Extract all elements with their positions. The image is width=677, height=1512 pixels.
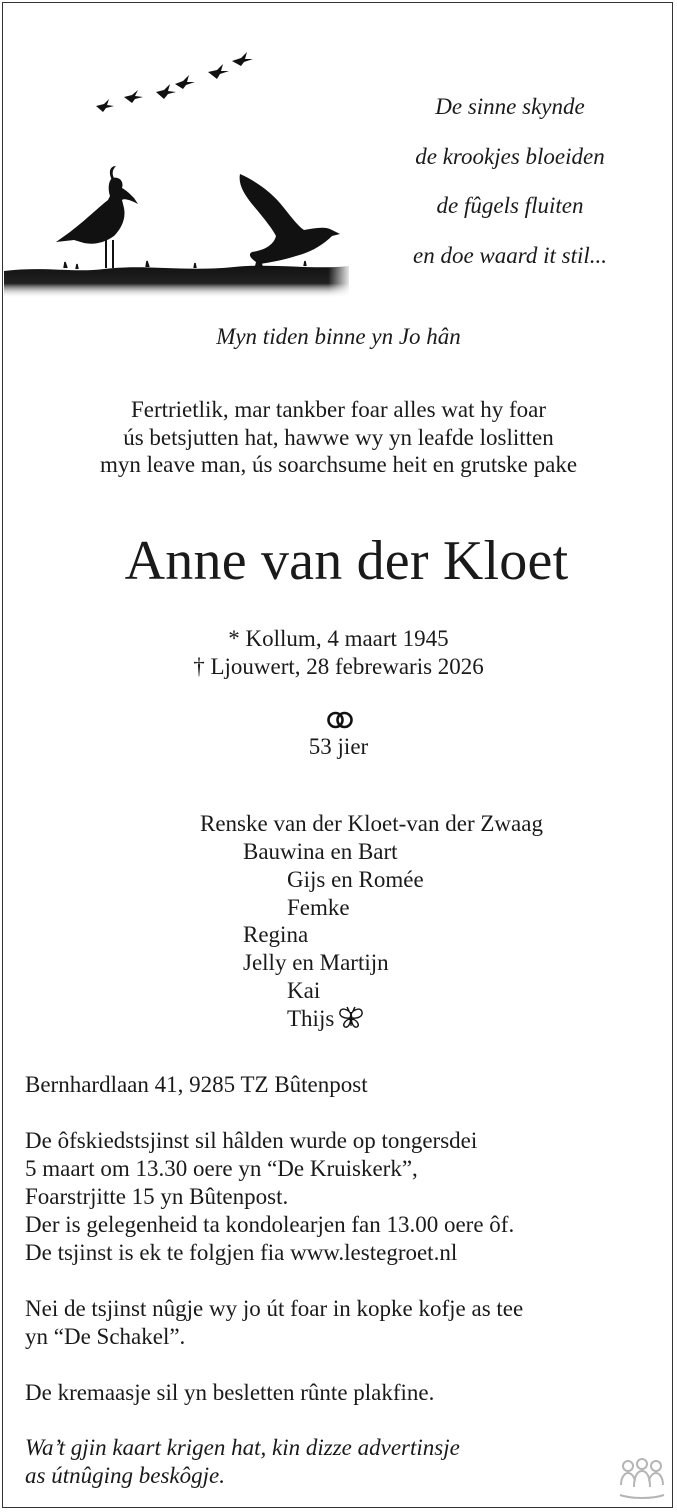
intro-line: ús betsjutten hat, hawwe wy yn leafde loslitten xyxy=(123,424,554,450)
death-date: † Ljouwert, 28 febrewaris 2026 xyxy=(193,654,484,679)
family-member: Kai xyxy=(287,978,321,1003)
lapwing-flying xyxy=(240,174,340,270)
marriage-years: 53 jier xyxy=(308,734,369,759)
service-line: De tsjinst is ek te folgjen fia www.lestegroet.nl xyxy=(25,1240,458,1265)
family-member: Renske van der Kloet-van der Zwaag xyxy=(200,811,543,836)
practical-info xyxy=(25,1071,665,1407)
poem-line: en doe waard it stil... xyxy=(412,242,607,268)
family-member: Thijs xyxy=(287,1006,335,1031)
poem xyxy=(360,82,660,280)
birds-silhouette-illustration xyxy=(4,40,349,300)
address: Bernhardlaan 41, 9285 TZ Bûtenpost xyxy=(25,1072,368,1097)
people-logo-icon xyxy=(618,1457,666,1501)
wedding-rings-icon xyxy=(325,710,355,730)
butterfly-icon xyxy=(338,1006,364,1030)
motto: Myn tiden binne yn Jo hân xyxy=(216,324,461,349)
coffee-line: yn “De Schakel”. xyxy=(25,1324,186,1349)
poem-line: De sinne skynde xyxy=(435,94,585,119)
footer-line: Wa’t gjin kaart krigen hat, kin dizze advertinsje xyxy=(25,1435,460,1460)
service-line: Foarstrjitte 15 yn Bûtenpost. xyxy=(25,1184,289,1209)
poem-line: de fûgels fluiten xyxy=(436,193,584,218)
coffee-line: Nei de tsjinst nûgje wy jo út foar in kopke kofje as tee xyxy=(25,1296,524,1321)
deceased-name: Anne van der Kloet xyxy=(124,530,569,592)
family-member: Bauwina en Bart xyxy=(243,839,398,864)
footer-note xyxy=(25,1434,460,1490)
cremation-note: De kremaasje sil yn besletten rûnte plakfine. xyxy=(25,1380,435,1405)
poem-line: de krookjes bloeiden xyxy=(415,143,605,169)
service-line: De ôfskiedstsjinst sil hâlden wurde op tongersdei xyxy=(25,1128,478,1153)
intro-text xyxy=(0,396,677,479)
intro-line: myn leave man, ús soarchsume heit en grutske pake xyxy=(99,452,578,477)
life-dates xyxy=(0,625,677,681)
family-member: Gijs en Romée xyxy=(287,867,424,892)
family-member-thijs xyxy=(287,1005,364,1033)
intro-line: Fertrietlik, mar tankber foar alles wat hy foar xyxy=(130,397,547,422)
birth-date: * Kollum, 4 maart 1945 xyxy=(228,626,449,651)
family-member: Regina xyxy=(243,922,309,947)
family-member: Femke xyxy=(287,895,350,920)
flying-birds-flock xyxy=(96,52,253,112)
family-member: Jelly en Martijn xyxy=(243,950,389,975)
service-line: 5 maart om 13.30 oere yn “De Kruiskerk”, xyxy=(25,1156,418,1181)
footer-line: as útnûging beskôgje. xyxy=(25,1463,225,1488)
lapwing-standing xyxy=(56,166,138,268)
service-line: Der is gelegenheid ta kondolearjen fan 13.00 oere ôf. xyxy=(25,1212,515,1237)
